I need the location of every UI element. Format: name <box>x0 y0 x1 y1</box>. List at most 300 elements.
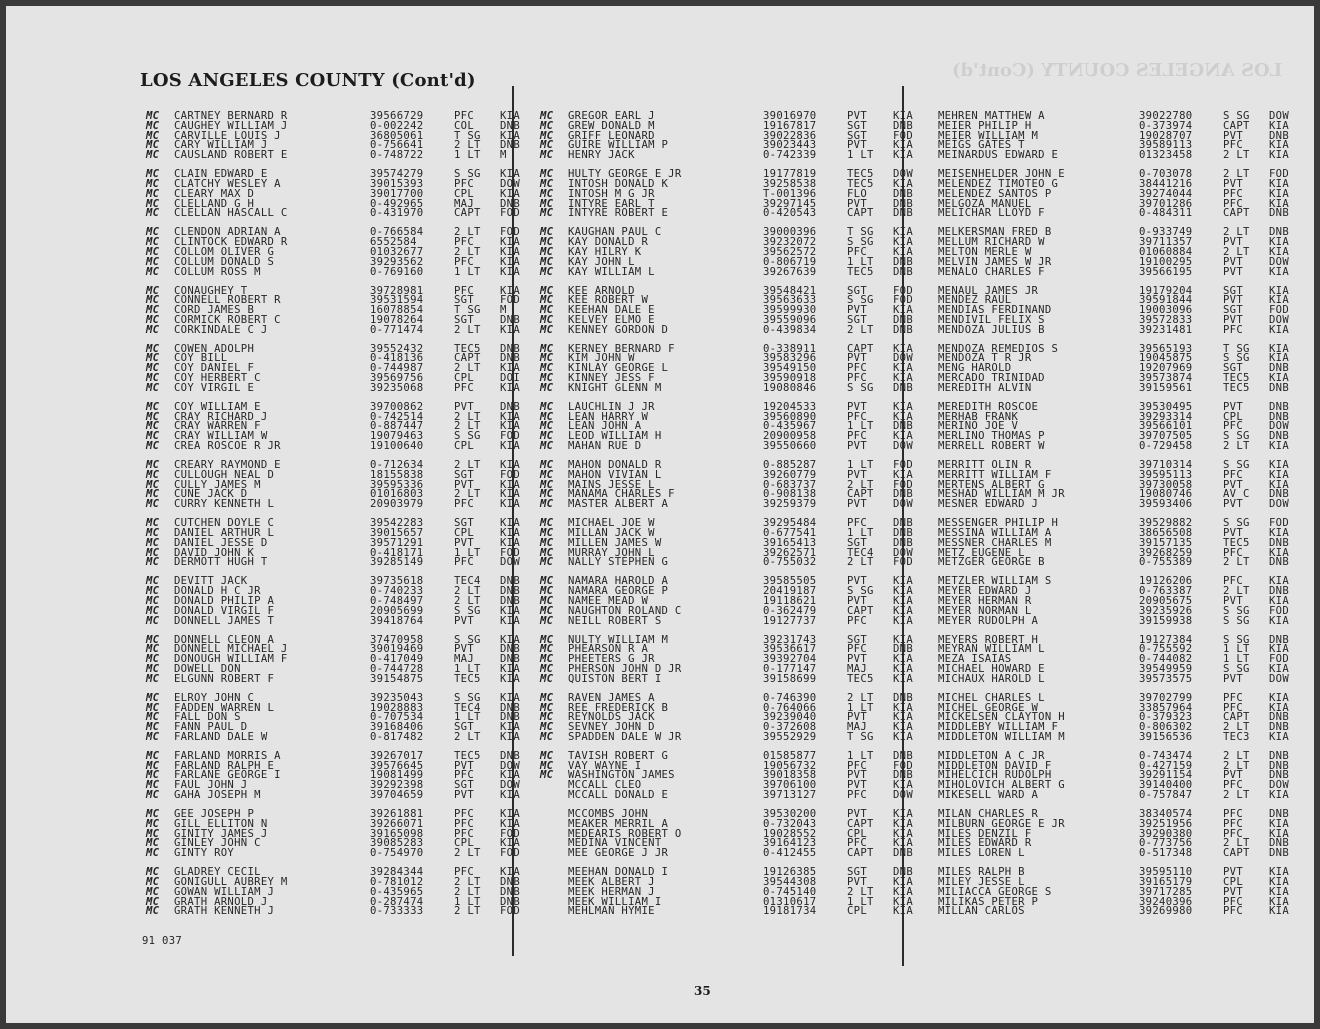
soldier-name: FARLAND MORRIS A <box>174 749 281 762</box>
soldier-name: MURRAY JOHN L <box>568 546 655 559</box>
status-code: DOW <box>1269 313 1290 326</box>
entry-group <box>540 170 933 219</box>
name-prefix <box>910 665 938 675</box>
rank: PVT <box>1223 672 1244 685</box>
casualty-entry <box>540 672 933 685</box>
serial-number: 0-729458 <box>1139 440 1193 453</box>
serial-number: 19028552 <box>763 827 817 840</box>
name-prefix: MC <box>540 313 554 326</box>
soldier-name: CORD JAMES B <box>174 304 255 317</box>
name-prefix <box>910 519 938 529</box>
status-code: DOI <box>500 372 521 385</box>
soldier-name: MELLUM RICHARD W <box>938 236 1045 249</box>
serial-number: 39268259 <box>1139 546 1193 559</box>
serial-number: 6552584 <box>370 236 417 249</box>
soldier-name: MEEK HERMAN J <box>568 885 655 898</box>
rank: PVT <box>847 110 868 122</box>
serial-number: 0-707534 <box>370 711 424 724</box>
status-code: KIA <box>500 633 521 646</box>
status-code: DNB <box>893 536 914 549</box>
entry-group <box>540 228 933 277</box>
status-code: KIA <box>1269 546 1290 559</box>
status-code: KIA <box>1269 197 1290 210</box>
status-code: DOW <box>893 352 914 365</box>
rank: PFC <box>1223 420 1244 433</box>
soldier-name: MENDIAS FERDINAND <box>938 304 1052 317</box>
status-code: KIA <box>500 721 521 734</box>
soldier-name: GRATH KENNETH J <box>174 905 275 918</box>
status-code: DOW <box>893 546 914 559</box>
soldier-name: FARLANE GEORGE I <box>174 769 281 782</box>
status-code: DNB <box>893 255 914 268</box>
name-prefix: MC <box>146 410 160 423</box>
serial-number: 0-742339 <box>763 149 817 162</box>
status-code: KIA <box>1269 177 1290 190</box>
serial-number: 39291154 <box>1139 769 1193 782</box>
status-code: FOD <box>1269 168 1290 181</box>
entry-group <box>146 342 540 394</box>
soldier-name: COY BILL <box>174 352 228 365</box>
serial-number: 39158699 <box>763 672 817 685</box>
serial-number: 39085283 <box>370 837 424 850</box>
serial-number: 20905675 <box>1139 594 1193 607</box>
rank: PVT <box>847 400 868 413</box>
name-prefix: MC <box>540 342 554 355</box>
rank: PFC <box>454 255 475 268</box>
serial-number: 39573874 <box>1139 372 1193 385</box>
soldier-name: MIDDLEBY WILLIAM F <box>938 721 1059 734</box>
name-prefix: MC <box>540 177 554 190</box>
rank: TEC3 <box>1223 730 1250 743</box>
serial-number: 36805061 <box>370 129 424 142</box>
serial-number: 0-773756 <box>1139 837 1193 850</box>
status-code: DOW <box>893 168 914 181</box>
status-code: KIA <box>500 236 521 249</box>
status-code: KIA <box>1269 265 1290 278</box>
serial-number: 19080846 <box>763 381 817 394</box>
rank: PVT <box>847 352 868 365</box>
soldier-name: GUIRE WILLIAM P <box>568 139 669 152</box>
name-prefix: MC <box>146 527 160 539</box>
serial-number: 0-002242 <box>370 119 424 132</box>
soldier-name: CORKINDALE C J <box>174 323 268 336</box>
name-prefix <box>910 112 938 122</box>
soldier-name: ELGUNN ROBERT F <box>174 672 275 685</box>
serial-number: 39293562 <box>370 255 424 268</box>
rank: AV C <box>1223 488 1250 501</box>
soldier-name: MIKESELL WARD A <box>938 789 1039 802</box>
serial-number: 0-372608 <box>763 721 817 734</box>
rank: 2 LT <box>1223 837 1250 850</box>
rank: 1 LT <box>454 149 481 162</box>
rank: PVT <box>1223 129 1244 142</box>
status-code: DNB <box>1269 749 1290 762</box>
rank: CAPT <box>454 352 481 365</box>
name-prefix: MC <box>146 517 160 530</box>
status-code: KIA <box>1269 827 1290 840</box>
serial-number: 0-885287 <box>763 459 817 472</box>
serial-number: 39595336 <box>370 478 424 491</box>
serial-number: 39159561 <box>1139 381 1193 394</box>
serial-number: 39573575 <box>1139 672 1193 685</box>
rank: PVT <box>1223 885 1244 898</box>
status-code: KIA <box>893 304 914 317</box>
soldier-name: INTYRE EARL T <box>568 197 655 210</box>
rank: PVT <box>847 304 868 317</box>
status-code: FOD <box>500 294 521 307</box>
name-prefix: MC <box>540 594 554 607</box>
name-prefix: MC <box>146 400 160 413</box>
status-code: KIA <box>1269 527 1290 539</box>
name-prefix <box>910 888 938 898</box>
rank: PFC <box>1223 817 1244 830</box>
soldier-name: INTOSH M G JR <box>568 187 655 200</box>
casualty-column-3 <box>910 112 1309 926</box>
status-code: KIA <box>500 478 521 491</box>
name-prefix <box>540 781 568 791</box>
serial-number: 39140400 <box>1139 779 1193 792</box>
soldier-name: MICHAEL HOWARD E <box>938 662 1045 675</box>
rank: PFC <box>454 284 475 297</box>
rank: CPL <box>1223 876 1244 889</box>
soldier-name: MICHAEL JOE W <box>568 517 655 530</box>
rank: 2 LT <box>1223 556 1250 569</box>
soldier-name: KEEHAN DALE E <box>568 304 655 317</box>
soldier-name: MERRITT WILLIAM F <box>938 468 1052 481</box>
status-code: KIA <box>500 614 521 627</box>
rank: PVT <box>847 498 868 511</box>
rank: CPL <box>454 440 475 453</box>
soldier-name: FADDEN WARREN L <box>174 701 275 714</box>
name-prefix: MC <box>540 546 554 559</box>
soldier-name: DOWELL DON <box>174 662 241 675</box>
serial-number: 20419187 <box>763 585 817 598</box>
soldier-name: KNIGHT GLENN M <box>568 381 662 394</box>
name-prefix <box>910 820 938 830</box>
name-prefix: MC <box>146 226 160 239</box>
status-code: KIA <box>500 662 521 675</box>
serial-number: 39565193 <box>1139 342 1193 355</box>
rank: PVT <box>847 197 868 210</box>
serial-number: 0-763387 <box>1139 585 1193 598</box>
rank: TEC5 <box>847 168 874 181</box>
serial-number: 39292398 <box>370 779 424 792</box>
status-code: KIA <box>893 594 914 607</box>
soldier-name: MIDDLETON WILLIAM M <box>938 730 1065 743</box>
serial-number: 0-427159 <box>1139 759 1193 772</box>
rank: PVT <box>454 614 475 627</box>
soldier-name: MICHEL CHARLES L <box>938 691 1045 704</box>
serial-number: 19118621 <box>763 594 817 607</box>
serial-number: 39157135 <box>1139 536 1193 549</box>
name-prefix <box>910 597 938 607</box>
serial-number: 39571291 <box>370 536 424 549</box>
status-code: KIA <box>500 672 521 685</box>
serial-number: 39566729 <box>370 110 424 122</box>
soldier-name: METZ EUGENE L <box>938 546 1025 559</box>
soldier-name: MCCALL DONALD E <box>568 789 669 802</box>
name-prefix: MC <box>146 372 160 385</box>
soldier-name: MEYER NORMAN L <box>938 604 1032 617</box>
name-prefix: MC <box>540 323 554 336</box>
rank: 2 LT <box>847 323 874 336</box>
soldier-name: MENDEZ RAUL <box>938 294 1012 307</box>
casualty-entry <box>540 265 933 278</box>
status-code: KIA <box>893 779 914 792</box>
soldier-name: MICHAUX HAROLD L <box>938 672 1045 685</box>
name-prefix: MC <box>146 730 160 743</box>
bleed-through-title: LOS ANGELES COUNTY (Cont'd) <box>952 60 1283 81</box>
name-prefix <box>910 878 938 888</box>
name-prefix <box>910 268 938 278</box>
rank: PFC <box>454 110 475 122</box>
rank: 1 LT <box>454 711 481 724</box>
rank: PVT <box>454 759 475 772</box>
status-code: KIA <box>893 614 914 627</box>
soldier-name: METZLER WILLIAM S <box>938 575 1052 588</box>
rank: S SG <box>1223 604 1250 617</box>
serial-number: 39529882 <box>1139 517 1193 530</box>
serial-number: 01310617 <box>763 895 817 908</box>
serial-number: 0-744987 <box>370 362 424 375</box>
name-prefix: MC <box>540 255 554 268</box>
soldier-name: CONNELL ROBERT R <box>174 294 281 307</box>
serial-number: 39706100 <box>763 779 817 792</box>
soldier-name: NAMARA HAROLD A <box>568 575 669 588</box>
serial-number: T-001396 <box>763 187 817 200</box>
serial-number: 39701286 <box>1139 197 1193 210</box>
status-code: KIA <box>893 817 914 830</box>
casualty-entry <box>910 730 1309 743</box>
name-prefix: MC <box>540 575 554 588</box>
rank: 1 LT <box>454 662 481 675</box>
serial-number: 0-743474 <box>1139 749 1193 762</box>
serial-number: 0-177147 <box>763 662 817 675</box>
rank: PVT <box>1223 294 1244 307</box>
rank: SGT <box>454 313 475 326</box>
soldier-name: PHEARSON R A <box>568 643 649 656</box>
name-prefix: MC <box>540 420 554 433</box>
rank: PFC <box>1223 779 1244 792</box>
rank: 1 LT <box>847 255 874 268</box>
soldier-name: MILLEN JAMES W <box>568 536 662 549</box>
name-prefix <box>910 830 938 840</box>
name-prefix <box>910 752 938 762</box>
status-code: KIA <box>893 430 914 443</box>
serial-number: 0-742514 <box>370 410 424 423</box>
soldier-name: COY HERBERT C <box>174 372 261 385</box>
status-code: KIA <box>1269 187 1290 200</box>
status-code: KIA <box>500 459 521 472</box>
name-prefix <box>910 907 938 917</box>
serial-number: 39295484 <box>763 517 817 530</box>
name-prefix <box>540 810 568 820</box>
name-prefix: MC <box>540 633 554 646</box>
soldier-name: MILES LOREN L <box>938 847 1025 860</box>
soldier-name: GREW DONALD M <box>568 119 655 132</box>
soldier-name: GAHA JOSEPH M <box>174 789 261 802</box>
status-code: DNB <box>893 197 914 210</box>
rank: PVT <box>847 711 868 724</box>
serial-number: 33857964 <box>1139 701 1193 714</box>
status-code: KIA <box>893 372 914 385</box>
rank: SGT <box>847 129 868 142</box>
entry-group <box>540 577 933 626</box>
name-prefix: MC <box>540 536 554 549</box>
soldier-name: DERMOTT HUGH T <box>174 556 268 569</box>
status-code: DNB <box>1269 207 1290 220</box>
status-code: DNB <box>500 585 521 598</box>
rank: CAPT <box>847 817 874 830</box>
name-prefix <box>910 704 938 714</box>
name-prefix: MC <box>146 769 160 782</box>
rank: T SG <box>1223 342 1250 355</box>
soldier-name: MERTENS ALBERT G <box>938 478 1045 491</box>
rank: SGT <box>847 119 868 132</box>
rank: 2 LT <box>1223 749 1250 762</box>
soldier-name: MELTON MERLE W <box>938 245 1032 258</box>
name-prefix: MC <box>540 362 554 375</box>
entry-group <box>146 749 540 802</box>
status-code: FOD <box>500 207 521 220</box>
serial-number: 01032677 <box>370 245 424 258</box>
soldier-name: MILAN CHARLES R <box>938 808 1039 821</box>
status-code: DOW <box>893 498 914 511</box>
name-prefix <box>910 675 938 685</box>
status-code: DNB <box>893 847 914 860</box>
soldier-name: MELGOZA MANUEL <box>938 197 1032 210</box>
rank: CAPT <box>847 488 874 501</box>
soldier-name: MEEK ALBERT J <box>568 876 655 889</box>
soldier-name: MERRITT OLIN R <box>938 459 1032 472</box>
soldier-name: MIDDLETON A C JR <box>938 749 1045 762</box>
status-code: DNB <box>1269 226 1290 239</box>
name-prefix: MC <box>540 488 554 501</box>
name-prefix <box>910 733 938 743</box>
soldier-name: CUNE JACK D <box>174 488 248 501</box>
soldier-name: LAUCHLIN J JR <box>568 400 655 413</box>
casualty-entry <box>146 558 540 568</box>
footer-code: 91 037 <box>142 935 183 947</box>
rank: 1 LT <box>847 749 874 762</box>
status-code: DNB <box>893 381 914 394</box>
soldier-name: MEIGS GATES T <box>938 139 1025 152</box>
name-prefix <box>910 413 938 423</box>
casualty-entry <box>540 791 933 801</box>
rank: 2 LT <box>454 459 481 472</box>
status-code: KIA <box>893 827 914 840</box>
entry-group <box>146 170 540 219</box>
name-prefix <box>910 374 938 384</box>
status-code: KIA <box>500 187 521 200</box>
name-prefix <box>910 490 938 500</box>
rank: CPL <box>847 827 868 840</box>
serial-number: 39530200 <box>763 808 817 821</box>
serial-number: 20905699 <box>370 604 424 617</box>
soldier-name: CRAY WILLIAM W <box>174 430 268 443</box>
serial-number: 39702799 <box>1139 691 1193 704</box>
soldier-name: NAUGHTON ROLAND C <box>568 604 682 617</box>
serial-number: 39000396 <box>763 226 817 239</box>
serial-number: 0-769160 <box>370 265 424 278</box>
name-prefix <box>910 471 938 481</box>
name-prefix: MC <box>146 895 160 908</box>
serial-number: 39235926 <box>1139 604 1193 617</box>
entry-group <box>146 228 540 277</box>
soldier-name: MEIER PHILIP H <box>938 119 1032 132</box>
rank: SGT <box>1223 284 1244 297</box>
serial-number: 39585505 <box>763 575 817 588</box>
name-prefix <box>540 849 568 859</box>
rank: PVT <box>1223 866 1244 879</box>
serial-number: 19045875 <box>1139 352 1193 365</box>
status-code: FOD <box>1269 604 1290 617</box>
name-prefix <box>910 345 938 355</box>
page-number: 35 <box>694 984 711 998</box>
serial-number: 39574279 <box>370 168 424 181</box>
soldier-name: MESSINA WILLIAM A <box>938 527 1052 539</box>
soldier-name: MICKELSEN CLAYTON H <box>938 711 1065 724</box>
name-prefix <box>540 791 568 801</box>
name-prefix: MC <box>146 556 160 569</box>
serial-number: 39569756 <box>370 372 424 385</box>
name-prefix: MC <box>146 110 160 122</box>
casualty-entry <box>146 209 540 219</box>
status-code: KIA <box>500 255 521 268</box>
serial-number: 0-781012 <box>370 876 424 889</box>
rank: T SG <box>847 730 874 743</box>
soldier-name: CARVILLE LOUIS J <box>174 129 281 142</box>
soldier-name: MENDOZA T R JR <box>938 352 1032 365</box>
name-prefix <box>540 898 568 908</box>
serial-number: 39168406 <box>370 721 424 734</box>
soldier-name: CRAY WARREN F <box>174 420 261 433</box>
soldier-name: MIHOLOVICH ALBERT G <box>938 779 1065 792</box>
soldier-name: MEDEARIS ROBERT O <box>568 827 682 840</box>
name-prefix: MC <box>146 604 160 617</box>
entry-group <box>540 519 933 568</box>
soldier-name: NEILL ROBERT S <box>568 614 662 627</box>
rank: PVT <box>847 440 868 453</box>
rank: SGT <box>454 779 475 792</box>
name-prefix <box>910 461 938 471</box>
status-code: DNB <box>893 323 914 336</box>
casualty-entry <box>146 323 540 336</box>
name-prefix: MC <box>146 759 160 772</box>
name-prefix: MC <box>540 149 554 162</box>
status-code: DNB <box>500 352 521 365</box>
casualty-column-1 <box>146 112 540 926</box>
soldier-name: MEZA ISAIAS <box>938 653 1012 666</box>
serial-number: 0-484311 <box>1139 207 1193 220</box>
rank: SGT <box>847 633 868 646</box>
name-prefix: MC <box>540 498 554 511</box>
entry-group <box>910 284 1309 336</box>
rank: TEC5 <box>1223 381 1250 394</box>
rank: CPL <box>454 372 475 385</box>
rank: PFC <box>454 498 475 511</box>
rank: PFC <box>847 372 868 385</box>
soldier-name: FANN PAUL D <box>174 721 248 734</box>
entry-group <box>910 170 1309 219</box>
serial-number: 19100295 <box>1139 255 1193 268</box>
rank: T SG <box>454 304 481 317</box>
name-prefix: MC <box>540 430 554 443</box>
name-prefix: MC <box>146 691 160 704</box>
name-prefix: MC <box>146 459 160 472</box>
soldier-name: FARLAND DALE W <box>174 730 268 743</box>
casualty-entry <box>910 265 1309 278</box>
